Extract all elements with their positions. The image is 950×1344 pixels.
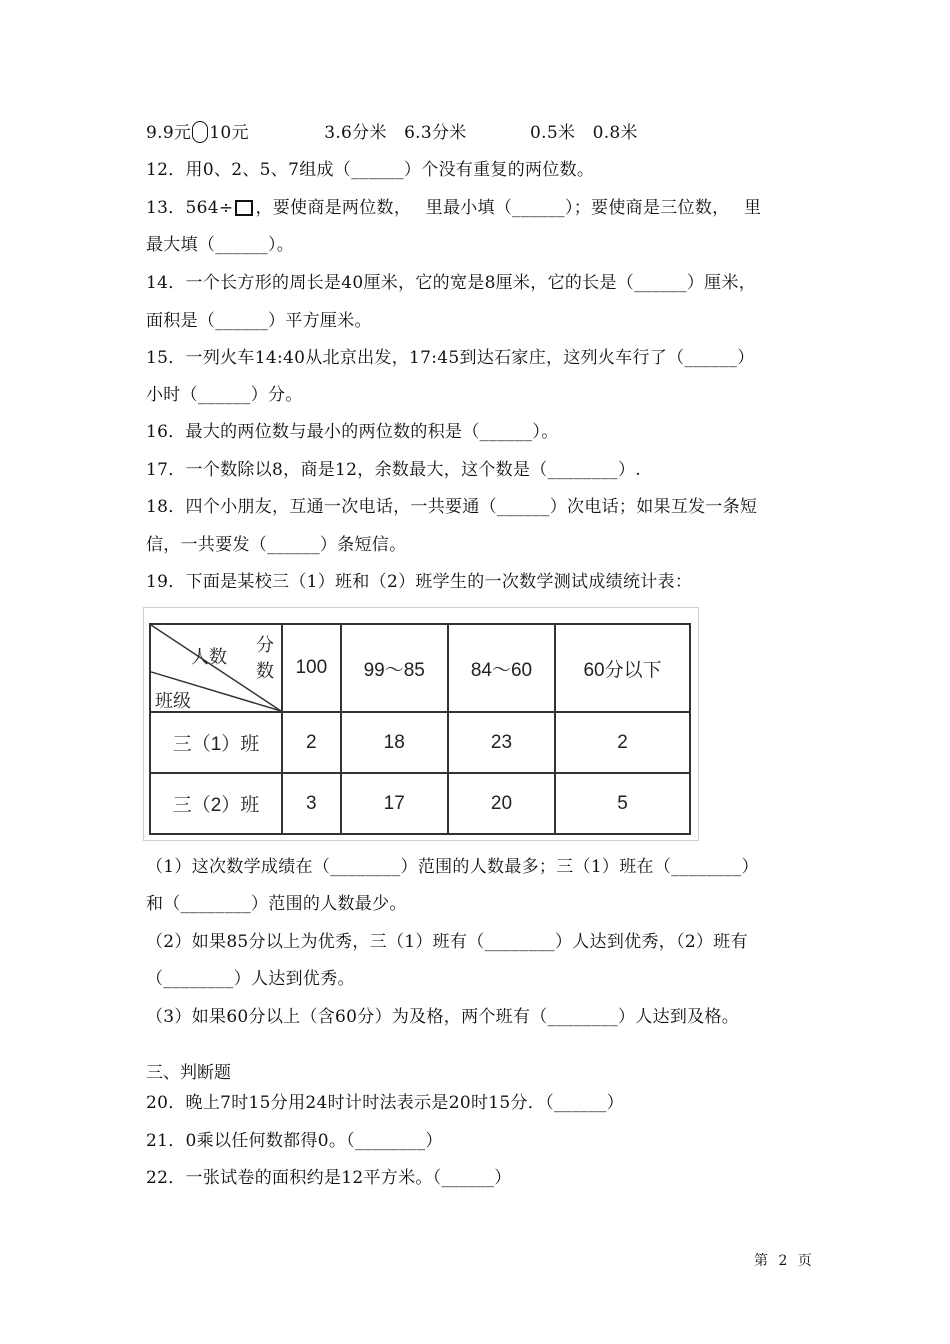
question-19: 19．下面是某校三（1）班和（2）班学生的一次数学测试成绩统计表： <box>146 572 693 592</box>
q13-text-a: 13．564÷ <box>146 198 234 218</box>
header-cell: 84～60 <box>448 624 555 712</box>
question-20: 20．晚上7时15分用24时计时法表示是20时15分．（______） <box>146 1093 624 1113</box>
question-14-cont: 面积是（______）平方厘米。 <box>146 311 372 331</box>
table-row <box>150 712 690 773</box>
table-corner-cell <box>150 624 282 712</box>
header-cell: 100 <box>282 624 341 712</box>
question-13 <box>146 197 761 219</box>
page-number: 第 2 页 <box>754 1253 815 1269</box>
question-15: 15．一列火车14:40从北京出发，17:45到达石家庄，这列火车行了（______） <box>146 348 755 368</box>
compare-circle-blank[interactable] <box>192 121 208 143</box>
table-cell: 2 <box>282 712 341 773</box>
score-table-image <box>143 607 699 841</box>
q13-text-b: ，要使商是两位数， 里最小填（______）；要使商是三位数， 里 <box>255 198 762 218</box>
question-16: 16．最大的两位数与最小的两位数的积是（______）。 <box>146 422 559 442</box>
compare-item-1-left: 9.9元 <box>146 123 192 143</box>
corner-label-class: 班级 <box>155 691 191 711</box>
question-18: 18．四个小朋友，互通一次电话，一共要通（______）次电话；如果互发一条短 <box>146 497 758 517</box>
table-cell: 18 <box>341 712 448 773</box>
table-cell: 23 <box>448 712 555 773</box>
compare-item-2: 3.6分米 6.3分米 <box>324 123 467 143</box>
subquestion-2-cont: （________）人达到优秀。 <box>146 969 355 989</box>
question-14: 14．一个长方形的周长是40厘米，它的宽是8厘米，它的长是（______）厘米， <box>146 273 757 293</box>
question-13-cont: 最大填（______）。 <box>146 235 295 255</box>
table-cell: 20 <box>448 773 555 834</box>
compare-line <box>146 121 638 144</box>
compare-item-3: 0.5米 0.8米 <box>530 123 638 143</box>
subquestion-2: （2）如果85分以上为优秀，三（1）班有（________）人达到优秀，（2）班有 <box>146 932 748 952</box>
corner-label-score: 分数 <box>256 635 274 681</box>
row-label: 三（2）班 <box>150 773 282 834</box>
question-22: 22．一张试卷的面积约是12平方米。（______） <box>146 1168 512 1188</box>
table-row <box>150 773 690 834</box>
header-cell: 60分以下 <box>555 624 690 712</box>
header-cell: 99～85 <box>341 624 448 712</box>
question-18-cont: 信，一共要发（______）条短信。 <box>146 535 407 555</box>
table-header-row <box>150 624 690 712</box>
question-21: 21．0乘以任何数都得0。（________） <box>146 1131 443 1151</box>
subquestion-3: （3）如果60分以上（含60分）为及格，两个班有（________）人达到及格。 <box>146 1007 740 1027</box>
question-12: 12．用0、2、5、7组成（______）个没有重复的两位数。 <box>146 160 595 180</box>
table-cell: 3 <box>282 773 341 834</box>
score-table <box>149 623 691 835</box>
table-cell: 5 <box>555 773 690 834</box>
subquestion-1: （1）这次数学成绩在（________）范围的人数最多；三（1）班在（________） <box>146 857 759 877</box>
question-15-cont: 小时（______）分。 <box>146 385 303 405</box>
table-cell: 17 <box>341 773 448 834</box>
row-label: 三（1）班 <box>150 712 282 773</box>
table-cell: 2 <box>555 712 690 773</box>
divisor-square-blank[interactable] <box>235 200 253 216</box>
question-17: 17．一个数除以8，商是12，余数最大，这个数是（________）. <box>146 460 641 480</box>
section-heading-judgement: 三、判断题 <box>146 1063 231 1083</box>
corner-label-people: 人数 <box>191 647 227 667</box>
compare-item-1-right: 10元 <box>209 123 249 143</box>
subquestion-1-cont: 和（________）范围的人数最少。 <box>146 894 407 914</box>
